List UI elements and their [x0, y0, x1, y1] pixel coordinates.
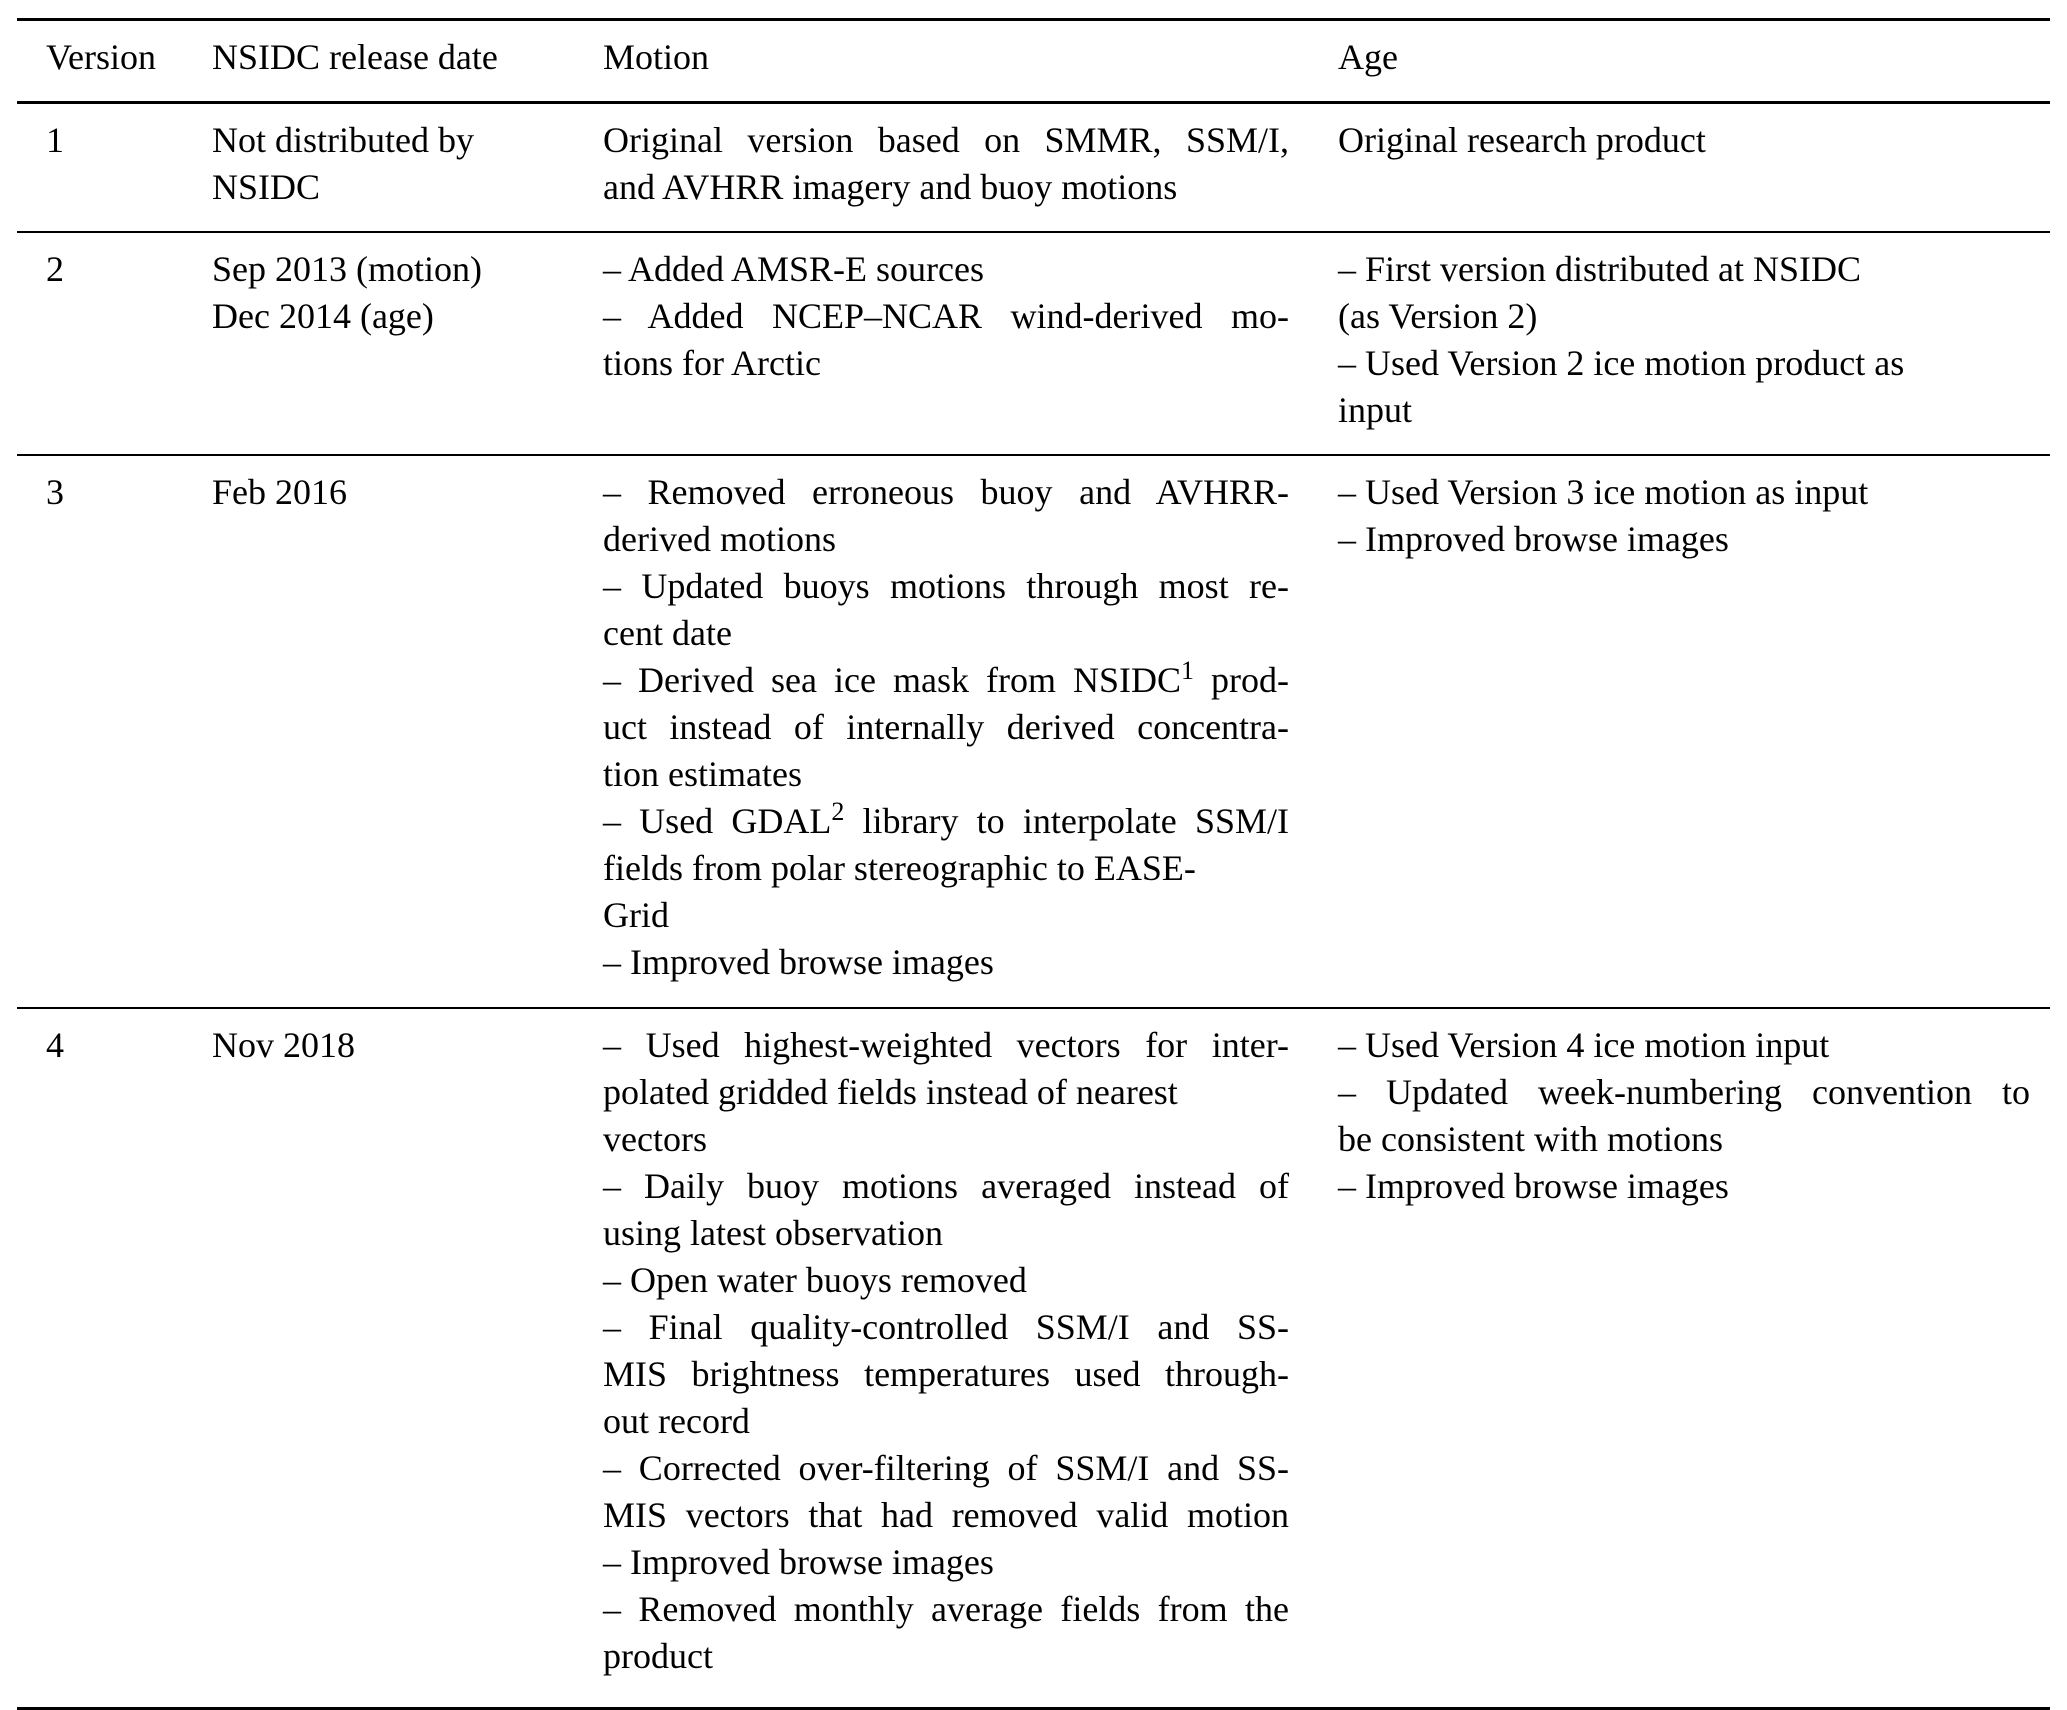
text-line: out record: [603, 1401, 750, 1441]
text-line: uct instead of internally derived concentra-: [603, 707, 1289, 747]
table-row: [17, 103, 2050, 233]
release-date-cell: [212, 1008, 603, 1708]
text-line: – Derived sea ice mask from NSIDC$^1$ prod-: [603, 656, 1289, 700]
text-line: using latest observation: [603, 1213, 943, 1253]
text-line: – Updated buoys motions through most re-: [603, 566, 1289, 606]
version-cell: [17, 455, 212, 1008]
text-line: NSIDC: [212, 167, 321, 207]
text-line: cent date: [603, 613, 732, 653]
text-line: MIS brightness temperatures used through-: [603, 1354, 1289, 1394]
text-line: Sep 2013 (motion): [212, 249, 482, 289]
table-row: [17, 455, 2050, 1008]
age-cell: [1338, 455, 2050, 1008]
table-row: [17, 232, 2050, 455]
text-line: Grid: [603, 895, 669, 935]
text-line: MIS vectors that had removed valid motion: [603, 1495, 1289, 1535]
motion-cell: [603, 455, 1338, 1008]
version-cell: [17, 232, 212, 455]
release-date-cell: [212, 103, 603, 233]
text-line: – Corrected over-filtering of SSM/I and SS-: [603, 1448, 1289, 1488]
text-line: – Removed monthly average fields from the: [603, 1589, 1289, 1629]
version-history-table: [17, 18, 2050, 1710]
text-line: 4: [46, 1025, 64, 1065]
release-date-cell: [212, 455, 603, 1008]
text-line: and AVHRR imagery and buoy motions: [603, 167, 1178, 207]
text-line: – Used GDAL$^2$ library to interpolate SSM/I: [603, 797, 1289, 841]
text-line: – Added NCEP–NCAR wind-derived mo-: [603, 296, 1289, 336]
age-cell: [1338, 103, 2050, 233]
text-line: – Used Version 4 ice motion input: [1338, 1025, 1830, 1065]
release-date-cell: [212, 232, 603, 455]
version-history-table-wrap: [17, 18, 2050, 1710]
text-line: (as Version 2): [1338, 296, 1538, 336]
version-cell: [17, 103, 212, 233]
text-line: – Updated week-numbering convention to: [1338, 1072, 2030, 1112]
text-line: – Removed erroneous buoy and AVHRR-: [603, 472, 1289, 512]
text-line: Not distributed by: [212, 120, 474, 160]
text-line: Original version based on SMMR, SSM/I,: [603, 120, 1289, 160]
text-line: Original research product: [1338, 120, 1706, 160]
text-line: – Final quality-controlled SSM/I and SS-: [603, 1307, 1289, 1347]
text-line: Feb 2016: [212, 472, 347, 512]
text-line: input: [1338, 390, 1413, 430]
table-row: [17, 1008, 2050, 1708]
text-line: tion estimates: [603, 754, 802, 794]
text-line: be consistent with motions: [1338, 1119, 1723, 1159]
text-line: – Improved browse images: [603, 1542, 994, 1582]
text-line: vectors: [603, 1119, 707, 1159]
text-line: – Added AMSR-E sources: [603, 249, 984, 289]
text-line: – Open water buoys removed: [603, 1260, 1027, 1300]
text-line: 2: [46, 249, 64, 289]
text-line: product: [603, 1636, 713, 1676]
version-cell: [17, 1008, 212, 1708]
table-header: [17, 20, 2050, 103]
text-line: – Improved browse images: [603, 942, 994, 982]
text-line: Nov 2018: [212, 1025, 355, 1065]
text-line: fields from polar stereographic to EASE-: [603, 848, 1196, 888]
footnote-marker: 2: [831, 797, 845, 826]
footnote-marker: 1: [1181, 656, 1194, 685]
text-line: – Improved browse images: [1338, 519, 1729, 559]
column-header-age: Age: [1338, 37, 1398, 77]
motion-cell: [603, 232, 1338, 455]
text-line: Dec 2014 (age): [212, 296, 434, 336]
text-line: 3: [46, 472, 64, 512]
motion-cell: [603, 103, 1338, 233]
text-line: – Used Version 2 ice motion product as: [1338, 343, 1905, 383]
header-row: [17, 20, 2050, 103]
column-header-version: Version: [46, 37, 156, 77]
text-line: derived motions: [603, 519, 836, 559]
text-line: – Daily buoy motions averaged instead of: [603, 1166, 1289, 1206]
table-body: [17, 103, 2050, 1709]
motion-cell: [603, 1008, 1338, 1708]
age-cell: [1338, 1008, 2050, 1708]
age-cell: [1338, 232, 2050, 455]
text-line: tions for Arctic: [603, 343, 821, 383]
text-line: – Used Version 3 ice motion as input: [1338, 472, 1869, 512]
column-header-motion: Motion: [603, 37, 710, 77]
text-line: polated gridded fields instead of nearest: [603, 1072, 1178, 1112]
column-header-release-date: NSIDC release date: [212, 37, 498, 77]
text-line: – First version distributed at NSIDC: [1338, 249, 1861, 289]
text-line: – Used highest-weighted vectors for inter-: [603, 1025, 1289, 1065]
text-line: 1: [46, 120, 64, 160]
text-line: – Improved browse images: [1338, 1166, 1729, 1206]
